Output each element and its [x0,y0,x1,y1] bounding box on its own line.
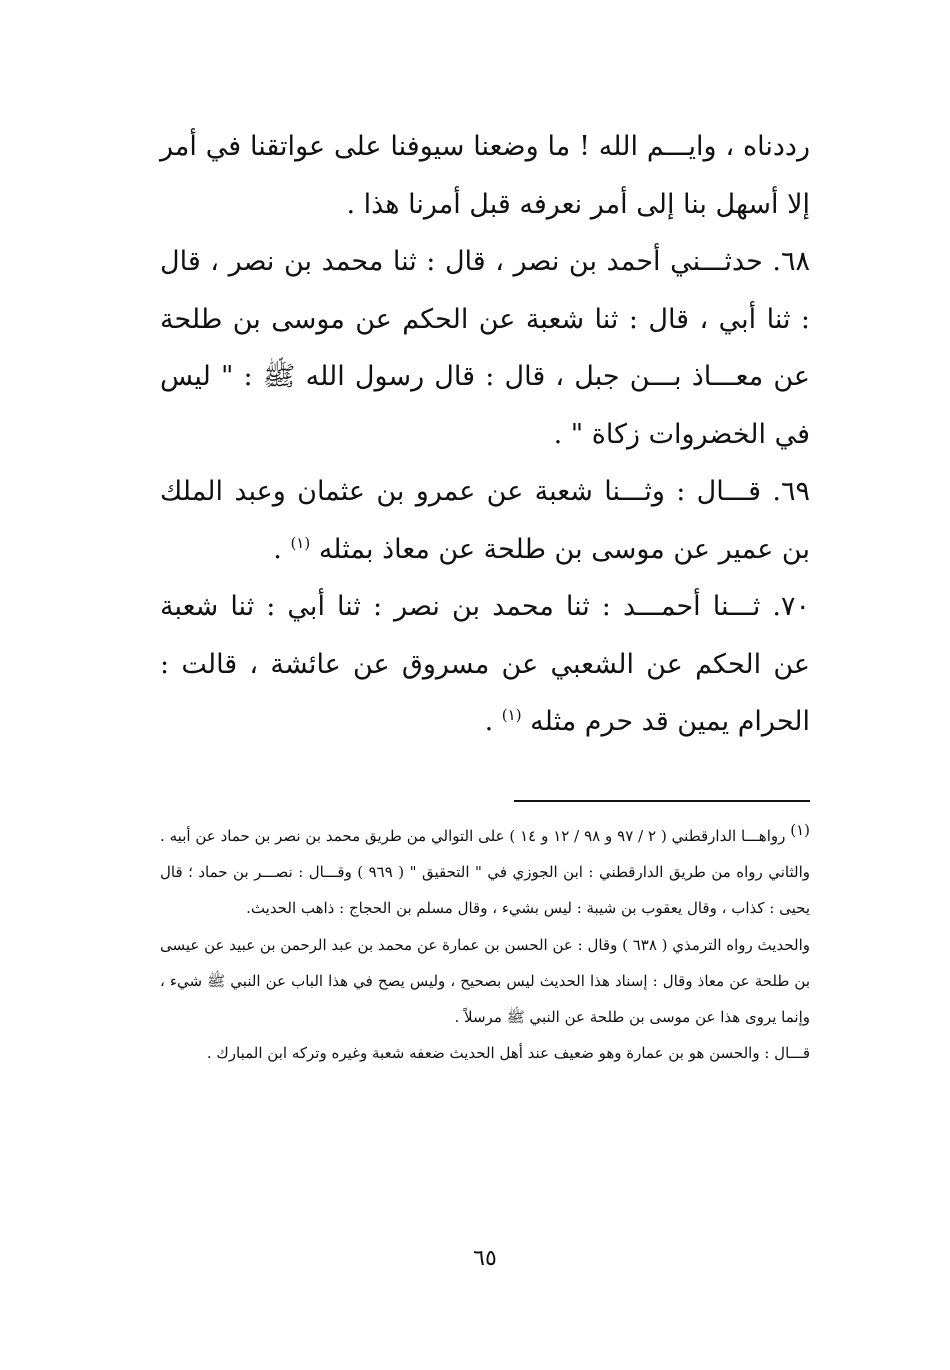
paragraph-continuation: رددناه ، وايـــم الله ! ما وضعنا سيوفنا على عواتقنا في أمر إلا أسهل بنا إلى أمر نعرفه قبل أمرنا هذا . [160,131,810,220]
hadith-69-end: . [273,533,291,565]
footnote-3: قـــال : والحسن هو بن عمارة وهو ضعيف عند أهل الحديث ضعفه شعبة وغيره وتركه ابن المبارك . [206,1044,810,1063]
footnote-1 [160,818,810,927]
hadith-69 [160,463,810,578]
footnote-ref-70: (١) [501,706,522,724]
footnotes [160,818,810,1071]
footnote-ref-69: (١) [290,533,311,552]
main-text [160,118,810,751]
page-number: ٦٥ [473,1246,497,1271]
footnote-2: والحديث رواه الترمذي ( ٦٣٨ ) وقال : عن الحسن بن عمارة عن محمد بن عبد الرحمن بن عبيد عن عيسى بن طلحة عن معاذ وقال : إسناد هذا الحديث ليس بصحيح ، وليس يصح في هذا الباب عن النبي ﷺ شيء ، وإنما يروى هذا عن موسى بن طلحة عن النبي ﷺ مرسلاً . [160,935,810,1027]
footnote-separator [514,800,810,802]
hadith-70-end: . [484,706,502,737]
hadith-70-text: ٧٠. ثـــنا أحمـــد : ثنا محمد بن نصر : ثنا أبي : ثنا شعبة عن الحكم عن الشعبي عن مسروق عن عائشة ، قالت : الحرام يمين قد حرم مثله [160,591,810,737]
hadith-69-text: ٦٩. قـــال : وثـــنا شعبة عن عمرو بن عثمان وعبد الملك بن عمير عن موسى بن طلحة عن معاذ بمثله [160,476,810,565]
hadith-68: ٦٨. حدثـــني أحمد بن نصر ، قال : ثنا محمد بن نصر ، قال : ثنا أبي ، قال : ثنا شعبة عن الحكم عن موسى بن طلحة عن معـــاذ بـــن جبل ، قال : قال رسول الله ﷺ : " ليس في الخضروات زكاة " . [160,246,810,450]
footnote-1-marker: (١) [790,821,810,839]
footnote-1-text: رواهـــا الدارقطني ( ٢ / ٩٧ و ٩٨ / ١٢ و ١٤ ) على التوالي من طريق محمد بن نصر بن حماد عن أبيه . والثاني رواه من طريق الدارقطني : ابن الجوزي في " التحقيق " ( ٩٦٩ ) وقـــال : نصـــر بن حماد ؛ قال يحيى : كذاب ، وقال يعقوب بن شيبة : ليس بشيء ، وقال مسلم بن الحجاج : ذاهب الحديث. [160,827,810,918]
hadith-70 [160,578,810,751]
